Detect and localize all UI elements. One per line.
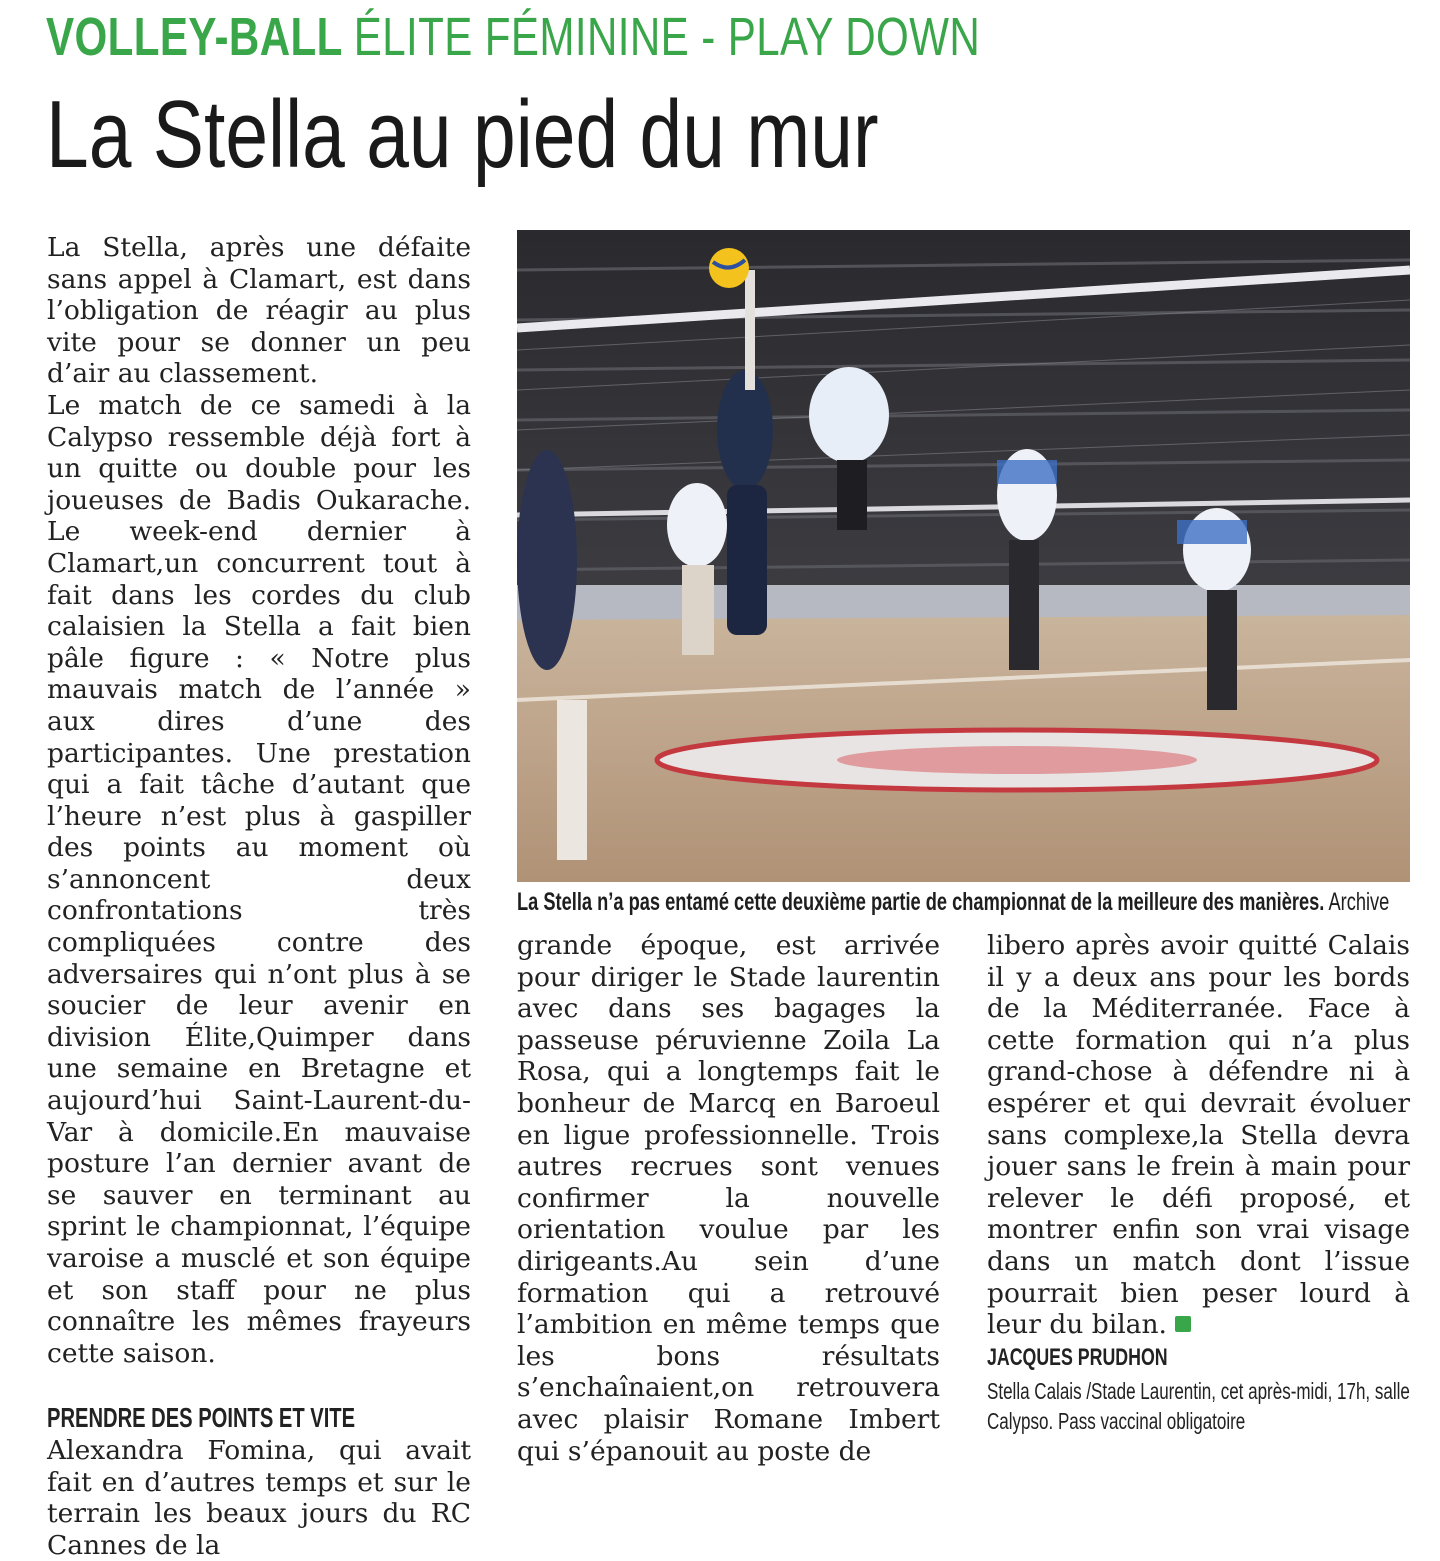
section-kicker [46,6,980,68]
paragraph-continued: grande époque, est arrivée pour diriger le Stade laurentin avec dans ses bagages la passeuse péruvienne Zoila La Rosa, qui a longtemps fait le bonheur de Marcq en Baroeul en ligue professionnelle. Trois autres recrues sont venues confirmer la nouvelle orientation voulue par les dirigeants.Au sein d’une formation qui a retrouvé l’ambition en même temps que les bons résultats s’enchaînaient,on retrouvera avec plaisir Romane Imbert qui s’épanouit au poste de [517,930,940,1467]
paragraph-conclusion [987,930,1410,1341]
article-column-3 [987,930,1410,1436]
caption-text: La Stella n’a pas entamé cette deuxième partie de championnat de la meilleure des manières. [517,888,1325,916]
paragraph-fomina: Alexandra Fomina, qui avait fait en d’autres temps et sur le terrain les beaux jours du RC Cannes de la [47,1434,471,1561]
conclusion-text: libero après avoir quitté Calais il y a deux ans pour les bords de la Méditerranée. Face à cette formation qui n’a plus grand-chose à défendre ni à espérer et qui devrait évoluer sans complexe,la Stella devra jouer sans le frein à main pour relever le défi proposé, et montrer enfin son vrai visage dans un match dont l’issue pourrait bien peser lourd à leur du bilan. [987,930,1410,1341]
article-column-2 [517,930,940,1467]
article-column-1 [47,232,471,1561]
match-info: Stella Calais /Stade Laurentin, cet après-midi, 17h, salle Calypso. Pass vaccinal obligatoire [987,1377,1410,1434]
paragraph-body: Le match de ce samedi à la Calypso ressemble déjà fort à un quitte ou double pour les joueuses de Badis Oukarache. Le week-end dernier à Clamart,un concurrent tout à fait dans les cordes du club calaisien la Stella a fait bien pâle figure : « Notre plus mauvais match de l’année » aux dires d’une des participantes. Une prestation qui a fait tâche d’autant que l’heure n’est plus à gaspiller des points au moment où s’annoncent deux confrontations très compliquées contre des adversaires qui n’ont plus à se soucier de leur avenir en division Élite,Quimper dans une semaine en Bretagne et aujourd’hui Saint-Laurent-du-Var à domicile.En mauvaise posture l’an dernier avant de se sauver en terminant au sprint le championnat, l’équipe varoise a musclé et son équipe et son staff pour ne plus connaître les mêmes frayeurs cette saison. [47,389,471,1369]
photo-credit: Archive [1328,888,1390,916]
byline: JACQUES PRUDHON [987,1343,1168,1371]
section-label: VOLLEY-BALL [46,7,343,67]
subheading: PRENDRE DES POINTS ET VITE [47,1402,356,1434]
volleyball-match-photo [517,230,1410,882]
headline: La Stella au pied du mur [46,81,879,188]
photo-caption [517,888,1389,917]
paragraph-intro: La Stella, après une défaite sans appel à Clamart, est dans l’obligation de réagir au plus vite pour se donner un peu d’air au classement. [47,232,471,390]
end-of-article-mark [1175,1316,1191,1332]
category-label: ÉLITE FÉMININE - PLAY DOWN [353,7,981,67]
